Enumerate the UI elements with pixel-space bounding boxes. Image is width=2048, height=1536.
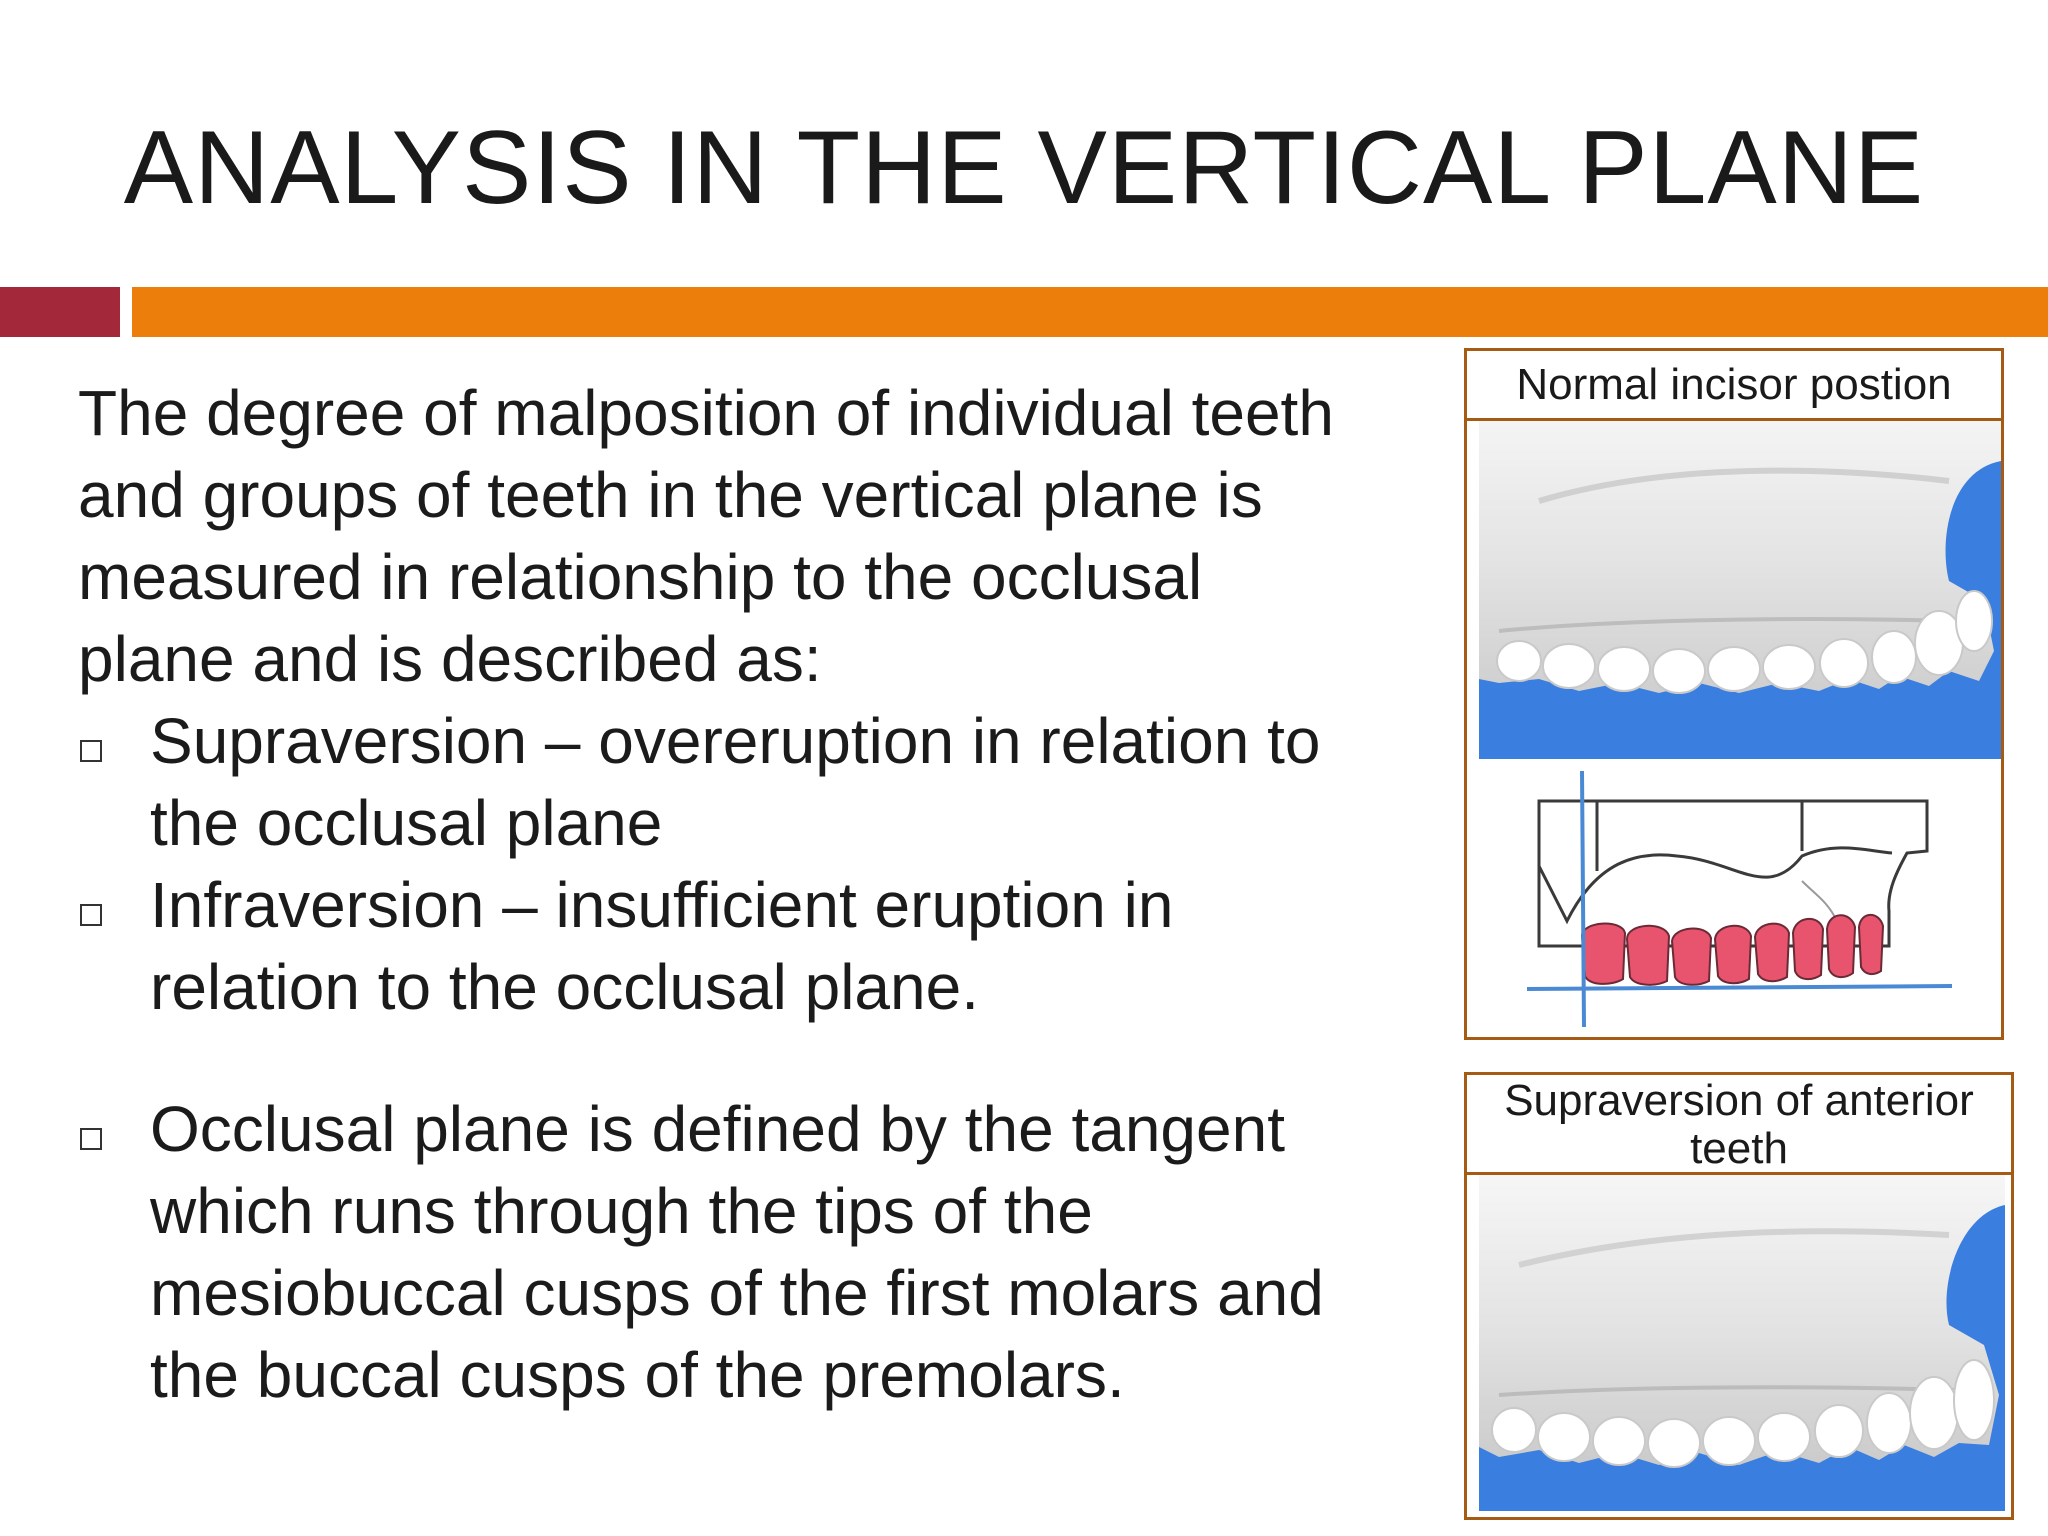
dental-cast-photo [1479,421,2001,759]
accent-bar-red [0,287,120,337]
dental-cast-photo [1479,1175,2005,1511]
bullet-item [78,864,1338,1028]
slide-title: ANALYSIS IN THE VERTICAL PLANE [123,110,1925,226]
hollow-square-icon [80,740,102,762]
supraversion-panel [1464,1072,2014,1520]
bullet-text: Infraversion – insufficient eruption in relation to the occlusal plane. [150,869,1174,1023]
bullet-item [78,1088,1338,1416]
occlusal-plane-diagram [1527,771,1967,1027]
normal-incisor-caption: Normal incisor postion [1467,351,2001,421]
hollow-square-icon [80,904,102,926]
hollow-square-icon [80,1128,102,1150]
bullet-item [78,700,1338,864]
accent-bar-orange [132,287,2048,337]
supraversion-caption: Supraversion of anterior teeth [1467,1075,2011,1175]
intro-paragraph: The degree of malposition of individual teeth and groups of teeth in the vertical plane is measured in relationship to the occlusal plane and is described as: [78,377,1334,695]
bullet-spacer [78,1028,1338,1088]
bullet-text: Occlusal plane is defined by the tangent which runs through the tips of the mesiobuccal cusps of the first molars and the buccal cusps of the premolars. [150,1093,1324,1411]
bullet-list [78,700,1338,1416]
bullet-text: Supraversion – overeruption in relation to the occlusal plane [150,705,1321,859]
normal-incisor-panel [1464,348,2004,1040]
slide-body [78,372,1338,1416]
